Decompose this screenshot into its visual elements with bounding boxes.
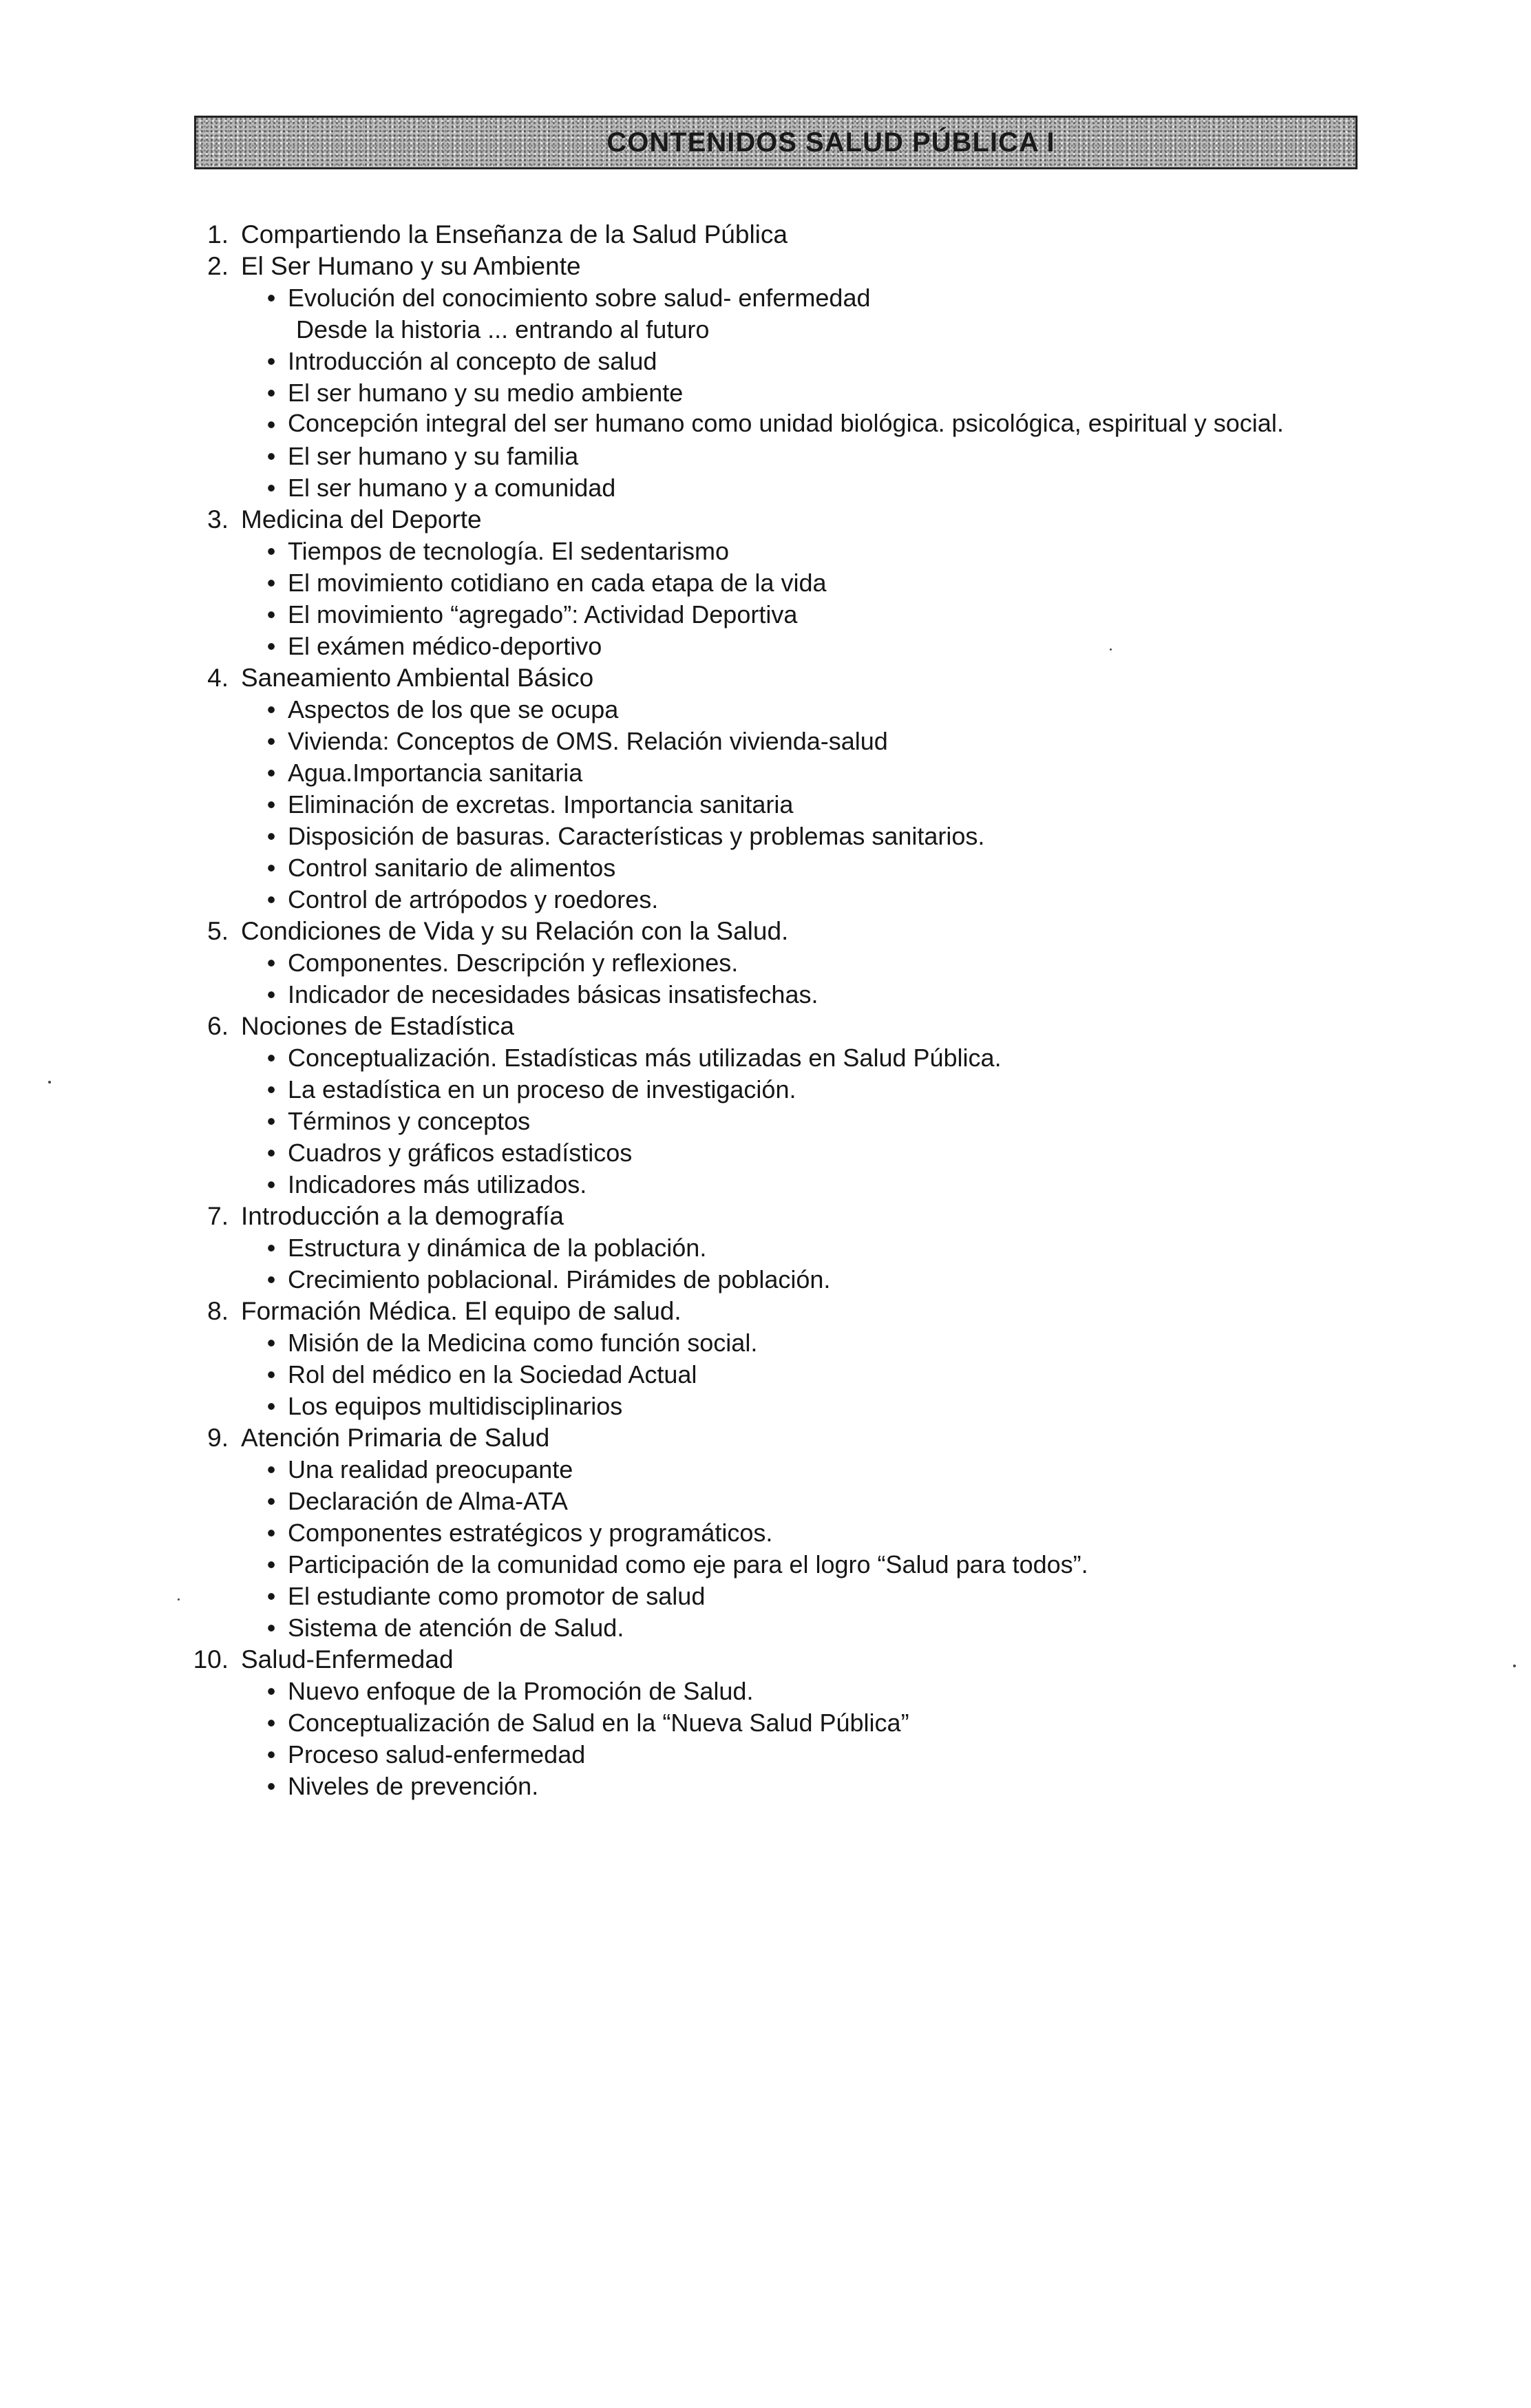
- topic-number: 4.: [207, 664, 229, 692]
- subtopic-item: [184, 979, 1410, 1011]
- subtopic-item: [184, 1486, 1410, 1517]
- subtopic-item: [184, 1771, 1410, 1802]
- topic-section: [184, 219, 1410, 251]
- bullet-icon: •: [266, 1709, 276, 1737]
- bullet-icon: •: [266, 632, 276, 660]
- subtopic-item: [184, 314, 1410, 346]
- topic-heading: [184, 251, 1410, 282]
- subtopic-list: [184, 1327, 1410, 1422]
- subtopic-item: [184, 1137, 1410, 1169]
- topic-label: El Ser Humano y su Ambiente: [241, 252, 581, 280]
- bullet-icon: •: [266, 1329, 276, 1357]
- topic-heading: [184, 219, 1410, 251]
- subtopic-text: Indicadores más utilizados.: [288, 1170, 587, 1198]
- subtopic-text: Participación de la comunidad como eje para el logro “Salud para todos”.: [288, 1550, 1088, 1578]
- topic-section: [184, 1422, 1410, 1644]
- topic-label: Nociones de Estadística: [241, 1012, 514, 1040]
- bullet-icon: •: [266, 1392, 276, 1420]
- topic-heading: [184, 504, 1410, 536]
- topic-label: Medicina del Deporte: [241, 505, 482, 534]
- topic-number: 10.: [193, 1645, 229, 1673]
- subtopic-text: Eliminación de excretas. Importancia sanitaria: [288, 790, 794, 818]
- subtopic-item: [184, 1676, 1410, 1707]
- subtopic-text: El movimiento “agregado”: Actividad Deportiva: [288, 600, 798, 629]
- bullet-icon: •: [266, 1360, 276, 1388]
- subtopic-item: [184, 1517, 1410, 1549]
- subtopic-item: [184, 1391, 1410, 1422]
- subtopic-text: Vivienda: Conceptos de OMS. Relación vivienda-salud: [288, 727, 888, 755]
- title-banner: [194, 116, 1358, 169]
- bullet-icon: •: [266, 1740, 276, 1768]
- topic-label: Formación Médica. El equipo de salud.: [241, 1297, 682, 1325]
- subtopic-text: Rol del médico en la Sociedad Actual: [288, 1360, 697, 1388]
- bullet-icon: •: [266, 822, 276, 850]
- topic-heading: [184, 1011, 1410, 1042]
- topic-section: [184, 251, 1410, 504]
- subtopic-item: [184, 726, 1410, 757]
- bullet-icon: •: [266, 474, 276, 502]
- subtopic-item: [184, 282, 1410, 314]
- bullet-icon: •: [266, 1044, 276, 1072]
- subtopic-item: [184, 1612, 1410, 1644]
- topic-list: [184, 219, 1410, 1802]
- bullet-icon: •: [266, 980, 276, 1008]
- subtopic-item: [184, 884, 1410, 916]
- subtopic-text: Desde la historia ... entrando al futuro: [296, 315, 710, 344]
- subtopic-text: Agua.Importancia sanitaria: [288, 759, 583, 787]
- subtopic-text: Sistema de atención de Salud.: [288, 1614, 624, 1642]
- subtopic-text: Evolución del conocimiento sobre salud- enfermedad: [288, 284, 871, 312]
- subtopic-item: [184, 631, 1410, 662]
- topic-number: 1.: [207, 220, 229, 249]
- subtopic-item: [184, 1232, 1410, 1264]
- subtopic-item: [184, 567, 1410, 599]
- subtopic-text: Componentes estratégicos y programáticos.: [288, 1519, 773, 1547]
- bullet-icon: •: [266, 1234, 276, 1262]
- bullet-icon: •: [266, 1265, 276, 1293]
- subtopic-item: [184, 1074, 1410, 1106]
- subtopic-list: [184, 1676, 1410, 1802]
- bullet-icon: •: [266, 569, 276, 597]
- subtopic-text: Concepción integral del ser humano como unidad biológica. psicológica, espiritual y social.: [288, 409, 1284, 437]
- topic-label: Saneamiento Ambiental Básico: [241, 664, 594, 692]
- topic-heading: [184, 1296, 1410, 1327]
- bullet-icon: •: [266, 1455, 276, 1483]
- subtopic-item: [184, 789, 1410, 821]
- subtopic-item: [184, 1042, 1410, 1074]
- subtopic-text: El ser humano y a comunidad: [288, 474, 616, 502]
- bullet-icon: •: [266, 1614, 276, 1642]
- subtopic-list: [184, 1042, 1410, 1201]
- bullet-icon: •: [266, 442, 276, 470]
- topic-section: [184, 916, 1410, 1011]
- topic-section: [184, 1011, 1410, 1201]
- subtopic-text: El exámen médico-deportivo: [288, 632, 602, 660]
- topic-label: Introducción a la demografía: [241, 1202, 564, 1230]
- bullet-icon: •: [266, 1519, 276, 1547]
- topic-number: 9.: [207, 1424, 229, 1452]
- bullet-icon: •: [266, 1139, 276, 1167]
- bullet-icon: •: [266, 1075, 276, 1103]
- bullet-icon: •: [266, 1772, 276, 1800]
- subtopic-item: [184, 1359, 1410, 1391]
- topic-label: Atención Primaria de Salud: [241, 1424, 550, 1452]
- bullet-icon: •: [266, 1582, 276, 1610]
- subtopic-text: El movimiento cotidiano en cada etapa de la vida: [288, 569, 827, 597]
- topic-section: [184, 504, 1410, 662]
- subtopic-text: Tiempos de tecnología. El sedentarismo: [288, 537, 730, 565]
- subtopic-text: Crecimiento poblacional. Pirámides de población.: [288, 1265, 831, 1293]
- topic-label: Condiciones de Vida y su Relación con la Salud.: [241, 917, 789, 945]
- bullet-icon: •: [266, 790, 276, 818]
- subtopic-item: [184, 757, 1410, 789]
- subtopic-text: El ser humano y su medio ambiente: [288, 379, 684, 407]
- bullet-icon: •: [266, 727, 276, 755]
- subtopic-list: [184, 282, 1410, 504]
- subtopic-item: [184, 694, 1410, 726]
- subtopic-list: [184, 947, 1410, 1011]
- bullet-icon: •: [266, 854, 276, 882]
- subtopic-item: [184, 1327, 1410, 1359]
- topic-section: [184, 1296, 1410, 1422]
- subtopic-item: [184, 1169, 1410, 1201]
- subtopic-item: [184, 472, 1410, 504]
- bullet-icon: •: [266, 759, 276, 787]
- bullet-icon: •: [266, 379, 276, 407]
- subtopic-item: [184, 346, 1410, 377]
- subtopic-list: [184, 1232, 1410, 1296]
- subtopic-item: [184, 599, 1410, 631]
- subtopic-text: Declaración de Alma-ATA: [288, 1487, 568, 1515]
- page-title: CONTENIDOS SALUD PÚBLICA I: [606, 127, 1055, 158]
- subtopic-text: Proceso salud-enfermedad: [288, 1740, 586, 1768]
- topic-number: 7.: [207, 1202, 229, 1230]
- subtopic-item: [184, 821, 1410, 852]
- subtopic-text: Nuevo enfoque de la Promoción de Salud.: [288, 1677, 754, 1705]
- bullet-icon: •: [266, 347, 276, 375]
- bullet-icon: •: [266, 1170, 276, 1198]
- subtopic-text: El estudiante como promotor de salud: [288, 1582, 706, 1610]
- topic-heading: [184, 916, 1410, 947]
- bullet-icon: •: [266, 1487, 276, 1515]
- topic-number: 5.: [207, 917, 229, 945]
- subtopic-text: Cuadros y gráficos estadísticos: [288, 1139, 633, 1167]
- bullet-icon: •: [266, 695, 276, 724]
- subtopic-item: [184, 377, 1410, 409]
- topic-heading: [184, 1422, 1410, 1454]
- subtopic-text: Control de artrópodos y roedores.: [288, 885, 659, 913]
- subtopic-list: [184, 536, 1410, 662]
- topic-number: 3.: [207, 505, 229, 534]
- subtopic-text: Conceptualización de Salud en la “Nueva Salud Pública”: [288, 1709, 909, 1737]
- subtopic-item: [184, 1549, 1410, 1581]
- subtopic-text: Disposición de basuras. Características y problemas sanitarios.: [288, 822, 985, 850]
- subtopic-item: [184, 536, 1410, 567]
- topic-label: Salud-Enfermedad: [241, 1645, 454, 1673]
- subtopic-text: Estructura y dinámica de la población.: [288, 1234, 707, 1262]
- bullet-icon: •: [266, 284, 276, 312]
- subtopic-text: El ser humano y su familia: [288, 442, 579, 470]
- subtopic-text: Introducción al concepto de salud: [288, 347, 657, 375]
- subtopic-text: Componentes. Descripción y reflexiones.: [288, 949, 739, 977]
- topic-section: [184, 1201, 1410, 1296]
- subtopic-list: [184, 694, 1410, 916]
- bullet-icon: •: [266, 885, 276, 913]
- subtopic-item: [184, 947, 1410, 979]
- subtopic-text: Una realidad preocupante: [288, 1455, 573, 1483]
- bullet-icon: •: [266, 1677, 276, 1705]
- subtopic-item: [184, 1264, 1410, 1296]
- subtopic-item: [184, 441, 1410, 472]
- bullet-icon: •: [266, 949, 276, 977]
- subtopic-text: Los equipos multidisciplinarios: [288, 1392, 623, 1420]
- bullet-icon: •: [266, 1550, 276, 1578]
- topic-heading: [184, 1644, 1410, 1676]
- subtopic-item: [184, 1707, 1410, 1739]
- subtopic-item: [184, 1454, 1410, 1486]
- subtopic-item: [184, 1739, 1410, 1771]
- subtopic-text: Control sanitario de alimentos: [288, 854, 616, 882]
- subtopic-item: [184, 1581, 1410, 1612]
- topic-section: [184, 1644, 1410, 1802]
- topic-section: [184, 662, 1410, 916]
- subtopic-list: [184, 1454, 1410, 1644]
- topic-number: 8.: [207, 1297, 229, 1325]
- subtopic-item: [184, 852, 1410, 884]
- subtopic-text: Conceptualización. Estadísticas más utilizadas en Salud Pública.: [288, 1044, 1002, 1072]
- subtopic-text: Indicador de necesidades básicas insatisfechas.: [288, 980, 819, 1008]
- bullet-icon: •: [266, 537, 276, 565]
- subtopic-text: Niveles de prevención.: [288, 1772, 539, 1800]
- subtopic-item: [184, 1106, 1410, 1137]
- subtopic-text: La estadística en un proceso de investigación.: [288, 1075, 796, 1103]
- subtopic-text: Términos y conceptos: [288, 1107, 531, 1135]
- bullet-icon: •: [266, 1107, 276, 1135]
- topic-number: 6.: [207, 1012, 229, 1040]
- subtopic-text: Aspectos de los que se ocupa: [288, 695, 619, 724]
- topic-heading: [184, 662, 1410, 694]
- topic-number: 2.: [207, 252, 229, 280]
- bullet-icon: •: [266, 600, 276, 629]
- subtopic-text: Misión de la Medicina como función social.: [288, 1329, 758, 1357]
- topic-heading: [184, 1201, 1410, 1232]
- bullet-icon: •: [266, 410, 276, 439]
- topic-label: Compartiendo la Enseñanza de la Salud Pública: [241, 220, 788, 249]
- subtopic-item: [184, 409, 1410, 441]
